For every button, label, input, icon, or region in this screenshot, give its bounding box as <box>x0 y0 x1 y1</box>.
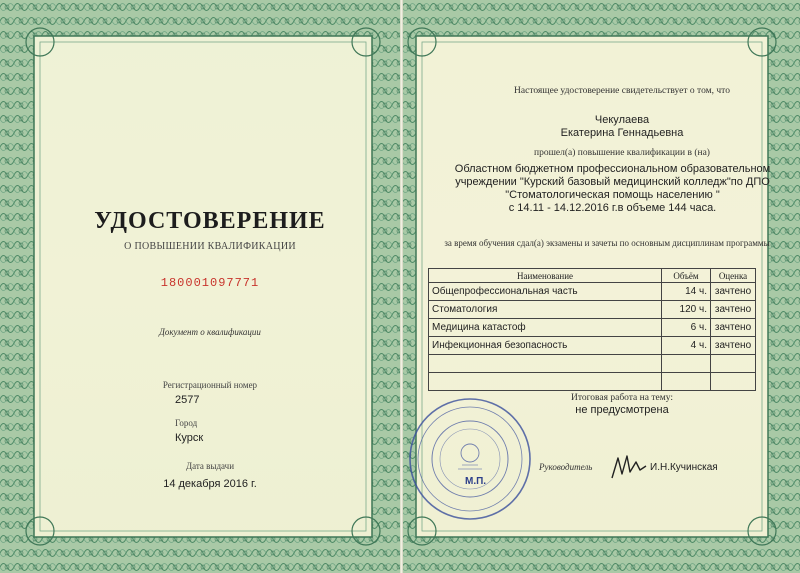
right-page <box>402 0 800 573</box>
table-header-row <box>429 269 756 283</box>
certificate-subtitle: О ПОВЫШЕНИИ КВАЛИФИКАЦИИ <box>124 241 296 252</box>
subject-mark <box>711 355 756 373</box>
issue-date: 14 декабря 2016 г. <box>163 478 257 490</box>
institution-line: с 14.11 - 14.12.2016 г.в объеме 144 часа. <box>508 202 717 214</box>
intro-text: Настоящее удостоверение свидетельствует о том, что <box>514 86 730 96</box>
document-type: Документ о квалификации <box>159 327 261 337</box>
header-mark: Оценка <box>711 269 756 283</box>
grades-table <box>428 268 756 391</box>
subject-name <box>429 355 662 373</box>
registration-number: 2577 <box>175 394 200 406</box>
subject-mark: зачтено <box>711 319 756 337</box>
subject-name: Общепрофессиональная часть <box>429 283 662 301</box>
subject-volume <box>662 355 711 373</box>
registration-label: Регистрационный номер <box>162 380 258 390</box>
header-volume: Объём <box>662 269 711 283</box>
serial-number: 180001097771 <box>160 276 260 290</box>
holder-given-names: Екатерина Геннадьевна <box>560 127 684 139</box>
institution-line: "Стоматологическая помощь населению " <box>505 189 720 201</box>
subject-volume: 4 ч. <box>662 337 711 355</box>
subject-volume <box>662 373 711 391</box>
subject-name: Инфекционная безопасность <box>429 337 662 355</box>
passed-text: прошел(а) повышение квалификации в (на) <box>534 148 710 158</box>
subject-mark: зачтено <box>711 301 756 319</box>
final-work-value: не предусмотрена <box>575 404 669 416</box>
holder-surname: Чекулаева <box>594 114 650 126</box>
table-row <box>429 301 756 319</box>
head-label: Руководитель <box>539 462 593 472</box>
signature <box>610 452 648 482</box>
subject-volume: 6 ч. <box>662 319 711 337</box>
exams-intro: за время обучения сдал(а) экзамены и зачеты по основным дисциплинам программы <box>444 238 770 248</box>
city-value: Курск <box>175 432 204 444</box>
official-seal <box>406 395 534 523</box>
subject-name: Медицина катастоф <box>429 319 662 337</box>
city-label: Город <box>175 418 198 428</box>
table-row <box>429 355 756 373</box>
head-name: И.Н.Кучинская <box>650 462 718 473</box>
table-row <box>429 373 756 391</box>
subject-name: Стоматология <box>429 301 662 319</box>
certificate-title: УДОСТОВЕРЕНИЕ <box>94 208 326 234</box>
table-row <box>429 337 756 355</box>
institution-line: учреждении "Курский базовый медицинский колледж"по ДПО <box>455 176 770 188</box>
page-fold <box>400 0 403 573</box>
subject-name <box>429 373 662 391</box>
final-work-label: Итоговая работа на тему: <box>571 393 673 403</box>
subject-volume: 120 ч. <box>662 301 711 319</box>
subject-volume: 14 ч. <box>662 283 711 301</box>
subject-mark: зачтено <box>711 337 756 355</box>
institution-line: Областном бюджетном профессиональном образовательном <box>454 163 771 175</box>
issue-date-label: Дата выдачи <box>185 461 235 471</box>
stamp-label: М.П. <box>465 476 487 487</box>
subject-mark <box>711 373 756 391</box>
table-row <box>429 283 756 301</box>
subject-mark: зачтено <box>711 283 756 301</box>
header-name: Наименование <box>429 269 662 283</box>
table-row <box>429 319 756 337</box>
